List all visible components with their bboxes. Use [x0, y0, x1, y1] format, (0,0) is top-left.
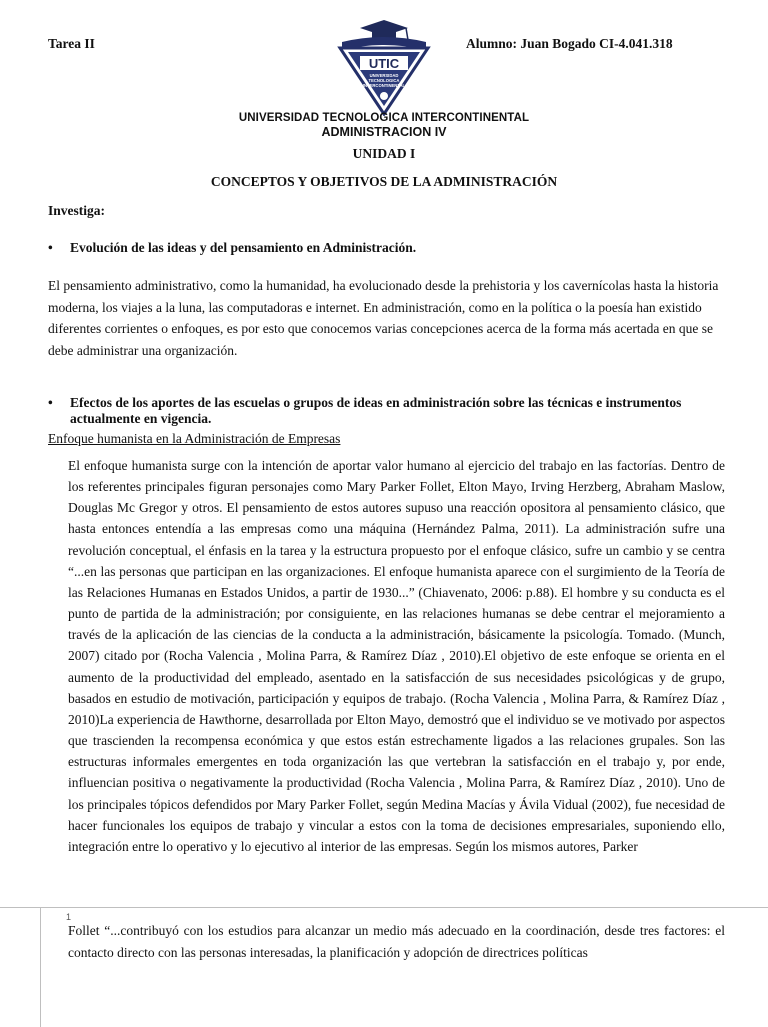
paragraph-evolution: El pensamiento administrativo, como la humanidad, ha evolucionado desde la prehistoria y los cavernícolas hasta la historia moderna, los viajes a la luna, las computadoras e internet. En administración, como en la política o la poesía han existido diferentes corrientes o enfoques, es por esto que conocemos varias concepciones acerca de la forma más acertada en que se debe administrar una organización.: [48, 278, 719, 358]
bullet-item-2: [48, 395, 728, 427]
logo-subtext-1: UNIVERSIDAD: [369, 73, 399, 78]
paragraph-humanist: El enfoque humanista surge con la intención de aportar valor humano al ejercicio del trabajo en las factorías. Dentro de los referentes principales figuran personajes como Mary Parker Follet, Elton Mayo, Irving Herzberg, Abraham Maslow, Douglas Mc Gregor y otros. El pensamiento de estos autores supuso una reacción opositora al pensamiento clásico, que hasta entonces entendía a las empresas como una máquina (Hernández Palma, 2011). La administración sufre una revolución conceptual, el énfasis en la tarea y la estructura propuesto por el enfoque clásico, sufre un cambio y se centra “...en las personas que participan en las organizaciones. El enfoque humanista aparece con el surgimiento de la Teoría de las Relaciones Humanas en Estados Unidos, a partir de 1930...” (Chiavenato, 2006: p.88). El hombre y su conducta es el punto de partida de la administración; por consiguiente, en las relaciones humanas se debe centrar el mejoramiento a través de la aplicación de las ciencias de la conducta a la administración, básicamente la psicología. Tomado. (Munch, 2007) citado por (Rocha Valencia , Molina Parra, & Ramírez Díaz , 2010).El objetivo de este enfoque se orienta en el aumento de la productividad del empleado, asentado en la satisfacción de sus necesidades psicológicas y de grupo, basados en estudio de motivación, participación y equipos de trabajo. (Rocha Valencia , Molina Parra, & Ramírez Díaz , 2010)La experiencia de Hawthorne, desarrollada por Elton Mayo, demostró que el individuo se ve motivado por aspectos que trascienden la recompensa económica y que estos están estrechamente ligados a las relaciones grupales. Son las estructuras informales emergentes en toda organización las que vertebran la satisfacción en el trabajo y, por ende, influencian positiva o negativamente la productividad (Rocha Valencia , Molina Parra, & Ramírez Díaz , 2010). Uno de los principales tópicos defendidos por Mary Parker Follet, según Medina Macías y Ávila Vidual (2002), fue necesidad de hacer funcionales los equipos de trabajo y vincular a estos con la toma de decisiones empresariales, suponiendo ello, integración entre lo operativo y lo ejecutivo al interior de las empresas. Según los mismos autores, Parker: [68, 458, 725, 854]
page-number: 1: [66, 912, 72, 922]
logo-subtext-2: TECNOLOGICA: [368, 78, 400, 83]
page-margin-line: [40, 907, 41, 1027]
page-divider: [0, 907, 768, 908]
bullet-icon: •: [48, 240, 53, 255]
bullet-text: Efectos de los aportes de las escuelas o grupos de ideas en administración sobre las técnicas e instrumentos actualmente en vigencia.: [70, 395, 682, 426]
logo-subtext-3: INTERCONTINENTAL: [362, 83, 406, 88]
assignment-label: Tarea II: [48, 36, 95, 51]
logo-text: UTIC: [368, 56, 400, 71]
university-name: UNIVERSIDAD TECNOLOGICA INTERCONTINENTAL: [238, 112, 530, 124]
topic-title: CONCEPTOS Y OBJETIVOS DE LA ADMINISTRACIÓN: [210, 174, 558, 189]
paragraph-continued: Follet “...contribuyó con los estudios para alcanzar un medio más adecuado en la coordinación, desde tres factores: el contacto directo con las personas interesadas, la planificación y adopción de directrices políticas: [68, 923, 725, 960]
university-logo: [334, 18, 434, 116]
bullet-item-1: [48, 240, 728, 256]
bullet-text: Evolución de las ideas y del pensamiento en Administración.: [70, 240, 417, 255]
student-info: Alumno: Juan Bogado CI-4.041.318: [466, 36, 673, 51]
unit-title: UNIDAD I: [352, 146, 416, 161]
section-subheading: Enfoque humanista en la Administración de Empresas: [48, 431, 341, 446]
investiga-label: Investiga:: [48, 203, 105, 218]
bullet-icon: •: [48, 395, 53, 410]
course-name: ADMINISTRACION IV: [321, 125, 447, 139]
